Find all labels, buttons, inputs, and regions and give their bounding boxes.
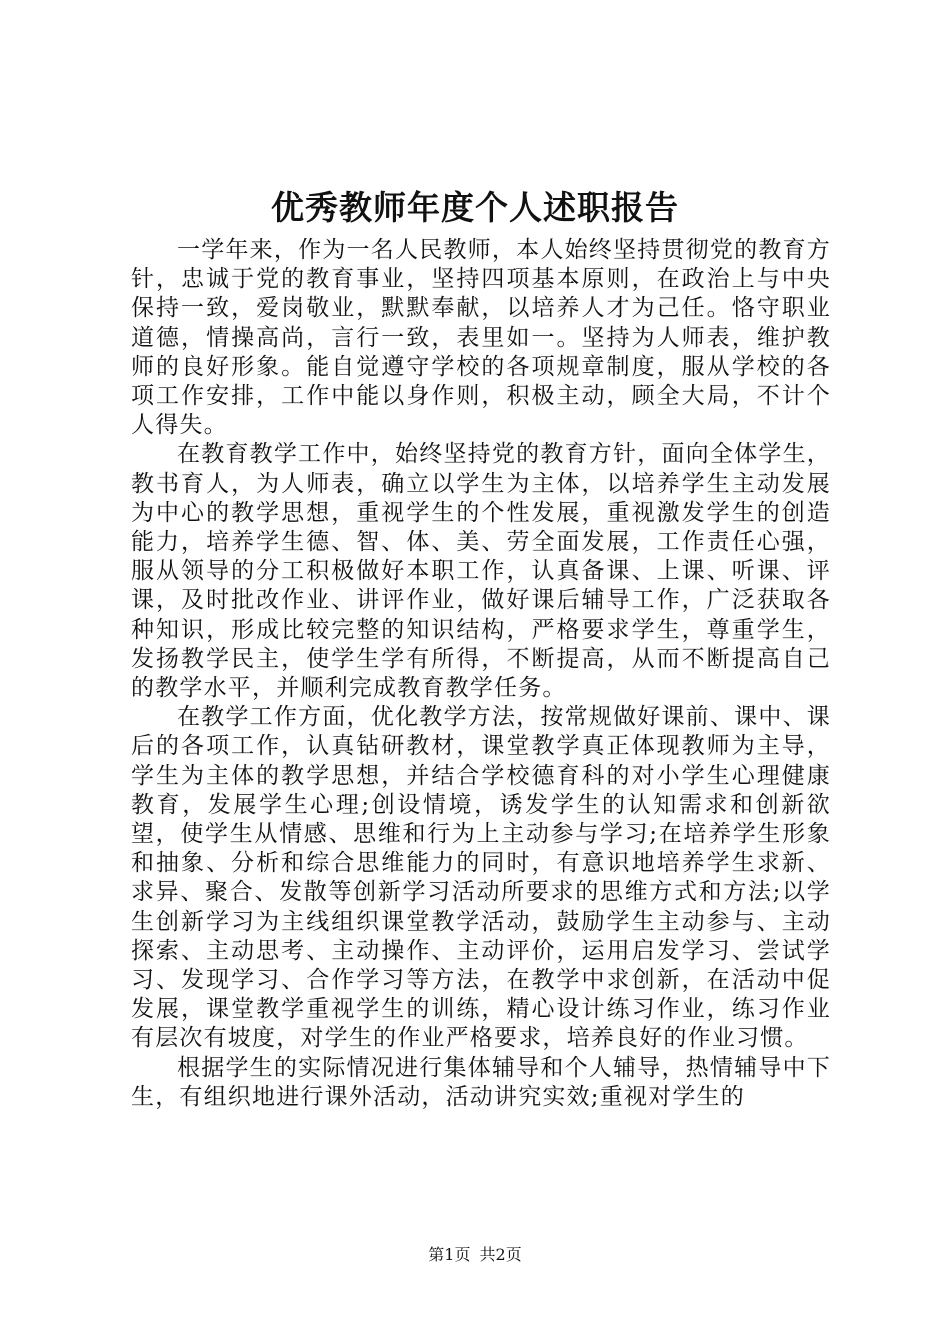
paragraph-3: 在教学工作方面，优化教学方法，按常规做好课前、课中、课后的各项工作，认真钻研教材，课堂教学真正体现教师为主导，学生为主体的教学思想，并结合学校德育科的对小学生心理健康教育，发展学生心理;创设情境，诱发学生的认知需求和创新欲望，使学生从情感、思维和行为上主动参与学习;在培养学生形象和抽象、分析和综合思维能力的同时，有意识地培养学生求新、求异、聚合、发散等创新学习活动所要求的思维方式和方法;以学生创新学习为主线组织课堂教学活动，鼓励学生主动参与、主动探索、主动思考、主动操作、主动评价，运用启发学习、尝试学习、发现学习、合作学习等方法，在教学中求创新，在活动中促发展，课堂教学重视学生的训练，精心设计练习作业，练习作业有层次有坡度，对学生的作业严格要求，培养良好的作业习惯。 [131,704,831,1052]
page-number: 第1页 [428,1245,471,1264]
paragraph-1: 一学年来，作为一名人民教师，本人始终坚持贯彻党的教育方针，忠诚于党的教育事业，坚持四项基本原则，在政治上与中央保持一致，爱岗敬业，默默奉献，以培养人才为己任。恪守职业道德，情操高尚，言行一致，表里如一。坚持为人师表，维护教师的良好形象。能自觉遵守学校的各项规章制度，服从学校的各项工作安排，工作中能以身作则，积极主动，顾全大局，不计个人得失。 [131,237,831,439]
document-body [131,236,831,1112]
document-title: 优秀教师年度个人述职报告 [271,188,679,227]
page-total: 共2页 [479,1245,522,1264]
paragraph-2: 在教育教学工作中，始终坚持党的教育方针，面向全体学生，教书育人，为人师表，确立以学生为主体，以培养学生主动发展为中心的教学思想，重视学生的个性发展，重视激发学生的创造能力，培养学生德、智、体、美、劳全面发展，工作责任心强，服从领导的分工积极做好本职工作，认真备课、上课、听课、评课，及时批改作业、讲评作业，做好课后辅导工作，广泛获取各种知识，形成比较完整的知识结构，严格要求学生，尊重学生，发扬教学民主，使学生学有所得，不断提高，从而不断提高自己的教学水平，并顺利完成教育教学任务。 [131,441,831,702]
page-footer [0,1245,950,1265]
paragraph-4: 根据学生的实际情况进行集体辅导和个人辅导，热情辅导中下生，有组织地进行课外活动，活动讲究实效;重视对学生的 [131,1054,831,1110]
